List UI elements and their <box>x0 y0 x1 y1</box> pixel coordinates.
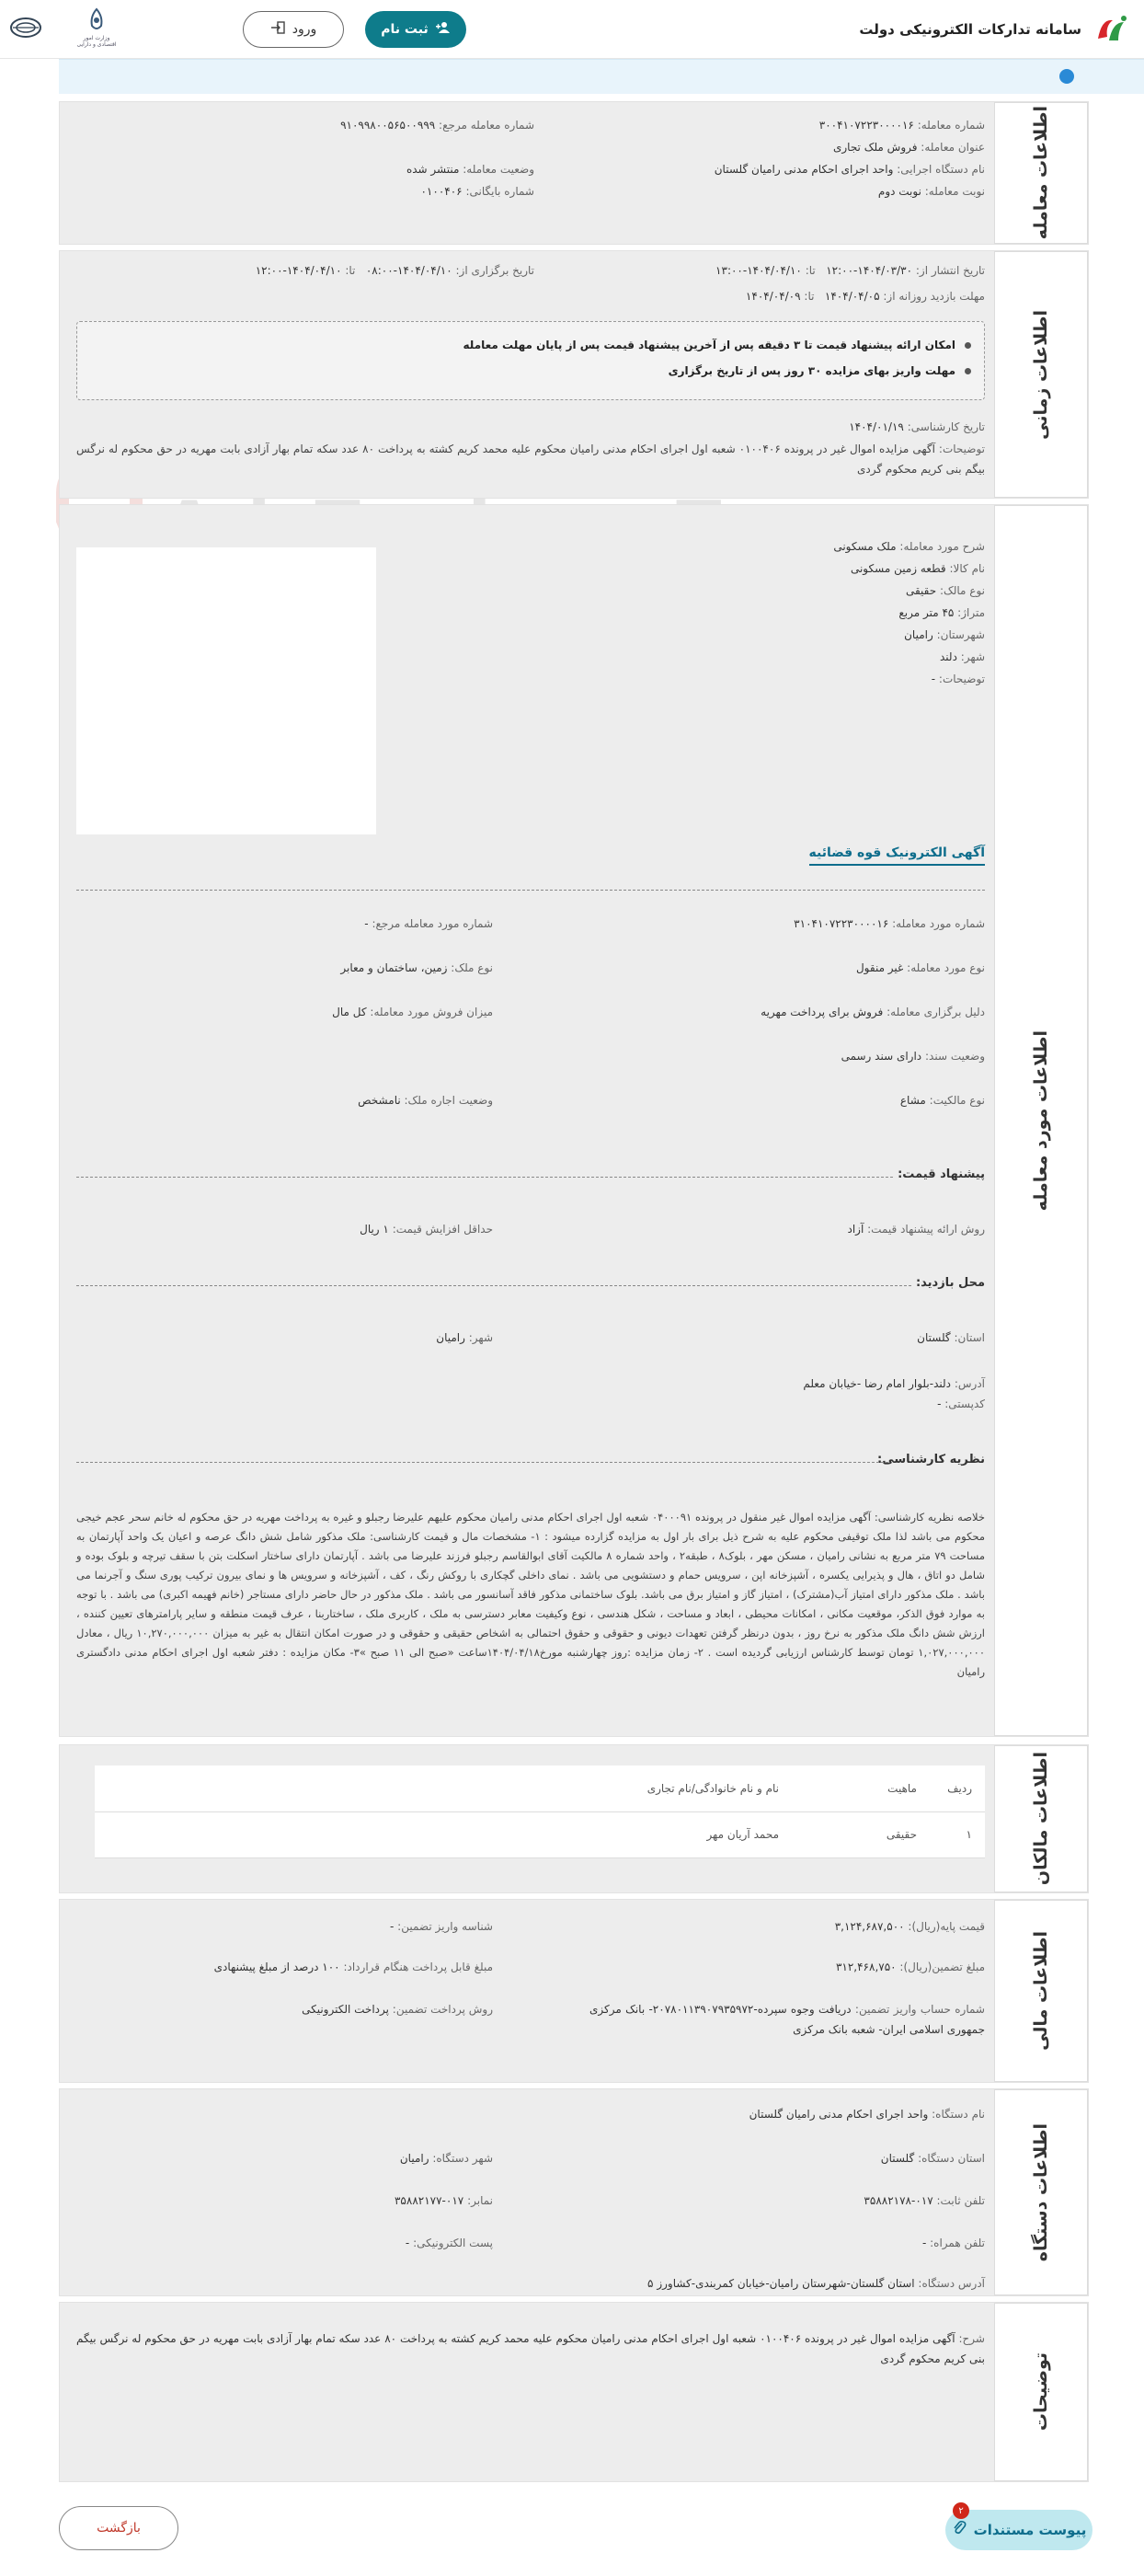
emblem-icon <box>6 11 42 48</box>
table-row <box>95 1811 985 1857</box>
goods-name: نام کالا: قطعه زمین مسکونی <box>850 562 985 575</box>
expert-opinion: خلاصه نظریه کارشناسی: آگهی مزایده اموال غیر منقول در پرونده ۰۴۰۰۰۹۱ شعبه اول اجرای احکام مدنی رامیان محکوم علیهم علیرضا رجبلو و غیره به پرداخت مهریه در حق محکوم له خانم سحر عجم خیجی محکوم می باشد لذا ملک توقیفی محکوم علیه به شرح ذیل برای بار اول به مزایده گزارده میشود : ۱- مشخصات مال و قیمت کارشناسی: ملک مذکور شامل شش دانگ عرصه و اعیان یک واحد آپارتمان به مساحت ۷۹ متر مربع به نشانی رامیان ، مسکن مهر ، بلوک۸ ، طبقه۲ ، واحد شماره ۸ مالکیت آقای ابوالقاسم رجبلو فرزند علیرضا می باشد . آپارتمان دارای ساختار اسکلت بتن با سقف تیرچه و بلوک بوده و شامل دو اتاق ، هال و پذیرایی یکسره ، آشپزخانه اپن ، سرویس حمام و دستشویی می باشد . نمای داخلی گچکاری با روکش رنگ ، کف ، آشپزخانه و سرویس ها و نمای بیرون ترکیب پوری سنگ و آجرنما می باشد . ملک مذکور دارای امتیاز آب(مشترک) ، امتیاز گاز و امتیاز برق می باشد. بلوک ساختمانی مذکور فاقد آسانسور می باشد . ملک مذکور در حال حاضر دارای مستاجر (خانم فهیمه اکبری) می باشد . با توجه به موارد فوق الذکر، موقعیت مکانی ، امکانات محیطی ، ابعاد و مساحت ، شکل هندسی ، نوع وکیفیت معابر دسترسی به ملک ، کاربری ملک ، ساختاربنا ، عرف قیمت منطقه و سایر پارامترهای تعیین کننده ، ارزش شش دانگ ملک مذکور به نرخ روز ، بدون درنظر گرفتن تعهدات دیونی و حقوقی و حقوق احتمالی به اشخاص حقیقی و حقوقی و در صورت امکان انتقال به غیر به میزان ۱۰,۲۷۰,۰۰۰,۰۰۰ ریال ، معادل ۱,۰۲۷,۰۰۰,۰۰۰ تومان توسط کارشناس ارزیابی گردیده است . ۲- زمان مزایده :روز چهارشنبه مورخ۱۴۰۴/۰۴/۱۸ساعت «صبح الی ۱۱ صبح »۳- مکان مزایده : دفتر شعبه اول اجرای احکام مدنی دادگستری رامیان <box>76 1511 985 1678</box>
holding-reason: دلیل برگزاری معامله: فروش برای پرداخت مهریه <box>761 1006 985 1018</box>
publish-date: تاریخ انتشار از: ۱۴۰۴/۰۳/۳۰-۱۲:۰۰ تا: ۱۴۰۴/۰۴/۱۰-۱۳:۰۰ <box>715 264 985 277</box>
transaction-number: شماره معامله: ۳۰۰۴۱۰۷۲۲۳۰۰۰۰۱۶ <box>818 119 985 132</box>
item-number: شماره مورد معامله: ۳۱۰۴۱۰۷۲۲۳۰۰۰۰۱۶ <box>794 917 985 930</box>
description-text: شرح: آگهی مزایده اموال غیر در پرونده ۰۱۰۰۴۰۶ شعبه اول اجرای احکام مدنی رامیان محکوم علیه محمد کریم کشته به پرداخت ۸۰ عدد سکه تمام بهار آزادی بابت مهریه در حق محکوم له نرگس بیگم بنی کریم محکوم گردی <box>76 2332 985 2365</box>
register-label: ثبت نام <box>381 22 429 37</box>
transaction-status: وضعیت معامله: منتشر شده <box>406 163 534 176</box>
owners-section <box>59 1744 1089 1893</box>
device-mobile: تلفن همراه: - <box>921 2237 985 2249</box>
device-fax: نمابر: ۰۱۷-۳۵۸۸۲۱۷۷ <box>394 2194 493 2207</box>
attachments-count-badge: ۲ <box>953 2502 969 2519</box>
location-city: شهر: رامیان <box>436 1331 493 1344</box>
min-increase: حداقل افزایش قیمت: ۱ ریال <box>360 1223 493 1236</box>
transaction-turn: نوبت معامله: نوبت دوم <box>877 185 985 198</box>
column-header: ردیف <box>930 1765 985 1811</box>
site-title: سامانه تدارکات الکترونیکی دولت <box>859 21 1081 38</box>
item-tab: اطلاعات مورد معامله <box>994 505 1088 1736</box>
ownership-type: نوع مالکیت: مشاع <box>899 1094 985 1107</box>
ministry-logo <box>74 7 120 53</box>
column-header: ماهیت <box>792 1765 930 1811</box>
transaction-tab: اطلاعات معامله <box>994 102 1088 244</box>
device-province: استان دستگاه: گلستان <box>880 2152 985 2165</box>
item-notes: توضیحات: - <box>931 673 985 685</box>
login-button[interactable] <box>243 11 344 48</box>
back-button[interactable]: بازگشت <box>59 2506 178 2550</box>
expert-date: تاریخ کارشناسی: ۱۴۰۴/۰۱/۱۹ <box>849 420 985 433</box>
finance-section <box>59 1899 1089 2083</box>
table-cell: ۱ <box>930 1811 985 1857</box>
town: شهر: دلند <box>940 650 985 663</box>
device-address: آدرس دستگاه: استان گلستان-شهرستان رامیان-خیابان کمربندی-کشاورز ۵ <box>647 2277 985 2290</box>
rule-item: امکان ارائه پیشنهاد قیمت تا ۳ دقیقه پس از آخرین پیشنهاد قیمت پس از پایان مهلت معامله <box>463 339 971 351</box>
transaction-executor: نام دستگاه اجرایی: واحد اجرای احکام مدنی رامیان گلستان <box>714 163 985 176</box>
divider <box>76 890 985 891</box>
guarantee-account: شماره حساب واریز تضمین: دریافت وجوه سپرده-۲۰۷۸۰۱۱۳۹۰۷۹۳۵۹۷۲- بانک مرکزی جمهوری اسلامی ایران- شعبه بانک مرکزی <box>589 2003 985 2036</box>
finance-tab: اطلاعات مالی <box>994 1900 1088 2082</box>
device-section <box>59 2088 1089 2296</box>
table-cell: محمد آریان مهر <box>95 1811 792 1857</box>
owners-tab: اطلاعات مالکان <box>994 1745 1088 1892</box>
brand[interactable] <box>859 13 1129 46</box>
item-section <box>59 504 1089 1737</box>
device-tab: اطلاعات دستگاه <box>994 2089 1088 2295</box>
offer-method: روش ارائه پیشنهاد قیمت: آزاد <box>847 1223 985 1236</box>
timing-section <box>59 250 1089 499</box>
add-user-icon <box>436 21 451 38</box>
hold-date: تاریخ برگزاری از: ۱۴۰۴/۰۴/۱۰-۰۸:۰۰ تا: ۱۴۰۴/۰۴/۱۰-۱۲:۰۰ <box>255 264 534 277</box>
login-icon <box>270 21 285 38</box>
item-kind: نوع مورد معامله: غیر منقول <box>855 961 985 974</box>
transaction-ref: شماره معامله مرجع: ۹۱۰۹۹۸۰۰۵۶۵۰۰۹۹۹ <box>340 119 534 132</box>
city: شهرستان: رامیان <box>904 628 985 641</box>
location-title: محل بازدید: <box>915 1276 985 1290</box>
transaction-archive: شماره بایگانی: ۰۱۰۰۴۰۶ <box>420 185 534 198</box>
info-icon <box>1059 69 1074 84</box>
device-name: نام دستگاه: واحد اجرای احکام مدنی رامیان گلستان <box>749 2108 985 2121</box>
postal-code: کدپستی: - <box>937 1397 985 1410</box>
site-logo-icon <box>1093 13 1129 46</box>
judiciary-ad-link[interactable]: آگهی الکترونیک قوه قضائیه <box>809 845 986 866</box>
descriptions-section <box>59 2302 1089 2482</box>
expert-title: نظریه کارشناسی: <box>877 1453 985 1466</box>
device-phone: تلفن ثابت: ۰۱۷-۳۵۸۸۲۱۷۸ <box>864 2194 985 2207</box>
top-bar <box>0 0 1144 59</box>
column-header: نام و نام خانوادگی/نام تجاری <box>95 1765 792 1811</box>
item-desc: شرح مورد معامله: ملک مسکونی <box>833 540 985 553</box>
transaction-title: عنوان معامله: فروش ملک تجاری <box>832 141 985 154</box>
descriptions-tab: توضیحات <box>994 2303 1088 2481</box>
sale-amount: میزان فروش مورد معامله: کل مال <box>332 1006 493 1018</box>
area: متراژ: ۴۵ متر مربع <box>898 606 985 619</box>
login-label: ورود <box>292 22 317 37</box>
guarantee-id: شناسه واریز تضمین: - <box>390 1920 493 1933</box>
visit-date: مهلت بازدید روزانه از: ۱۴۰۴/۰۴/۰۵ تا: ۱۴۰۴/۰۴/۰۹ <box>745 290 985 303</box>
province: استان: گلستان <box>917 1331 985 1344</box>
divider <box>76 1462 888 1463</box>
table-header-row <box>95 1765 985 1811</box>
device-city: شهر دستگاه: رامیان <box>399 2152 493 2165</box>
guarantee-amount: مبلغ تضمین(ریال): ۳۱۲,۴۶۸,۷۵۰ <box>835 1961 985 1973</box>
timing-tab: اطلاعات زمانی <box>994 251 1088 498</box>
address: آدرس: دلند-بلوار امام رضا -خیابان معلم <box>803 1377 985 1390</box>
property-type: نوع ملک: زمین، ساختمان و معابر <box>340 961 493 974</box>
attachments-label: پیوست مستندات <box>973 2522 1087 2538</box>
paperclip-icon <box>952 2520 967 2540</box>
item-image[interactable] <box>76 547 376 834</box>
divider <box>76 1177 893 1178</box>
base-price: قیمت پایه(ریال): ۳,۱۲۴,۶۸۷,۵۰۰ <box>834 1920 985 1933</box>
divider <box>76 1285 911 1286</box>
transaction-section <box>59 101 1089 245</box>
payment-method: روش پرداخت تضمین: پرداخت الکترونیکی <box>302 2003 493 2016</box>
register-button[interactable] <box>365 11 466 48</box>
owner-type: نوع مالک: حقیقی <box>905 584 985 597</box>
lease-status: وضعیت اجاره ملک: نامشخص <box>358 1094 493 1107</box>
payable-amount: مبلغ قابل پرداخت هنگام قرارداد: ۱۰۰ درصد از مبلغ پیشنهادی <box>213 1961 493 1973</box>
notice-bar <box>59 59 1144 94</box>
price-offer-title: پیشنهاد قیمت: <box>898 1167 985 1181</box>
ministry-label: وزارت امور اقتصادی و دارایی <box>76 35 117 48</box>
table-cell: حقیقی <box>792 1811 930 1857</box>
doc-status: وضعیت سند: دارای سند رسمی <box>841 1050 985 1063</box>
timing-description: توضیحات: آگهی مزایده اموال غیر در پرونده ۰۱۰۰۴۰۶ شعبه اول اجرای احکام مدنی رامیان محکوم علیه محمد کریم کشته به پرداخت ۸۰ عدد سکه تمام بهار آزادی بابت مهریه در حق محکوم له نرگس بیگم بنی کریم محکوم گردی <box>76 443 986 476</box>
item-ref: شماره مورد معامله مرجع: - <box>364 917 493 930</box>
rule-item: مهلت واریز بهای مزایده ۳۰ روز پس از تاریخ برگزاری <box>669 364 971 377</box>
rules-box <box>76 321 985 400</box>
device-email: پست الکترونیکی: - <box>405 2237 493 2249</box>
owners-table <box>95 1765 985 1858</box>
